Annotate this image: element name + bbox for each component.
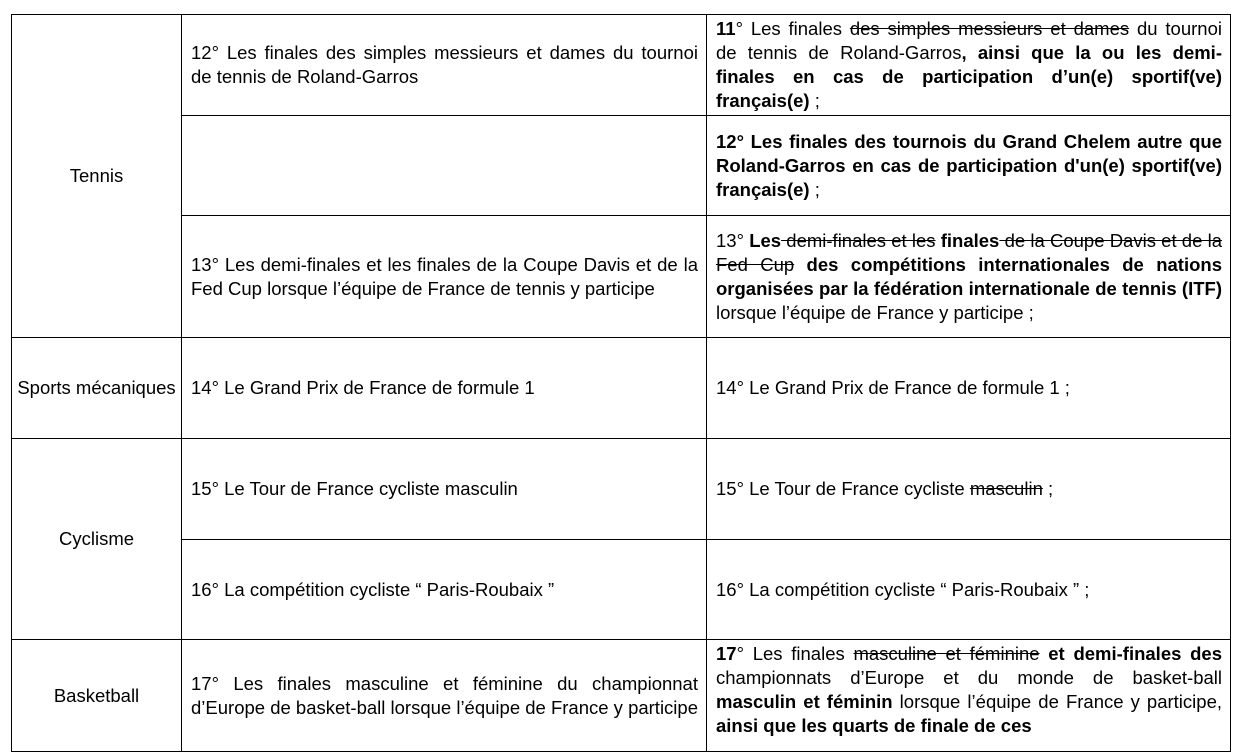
table-row <box>12 439 1231 540</box>
new-text-cell <box>707 116 1231 216</box>
legal-comparison-table <box>11 14 1231 752</box>
old-text-cell: 12° Les finales des simples messieurs et dames du tournoi de tennis de Roland-Garros <box>182 15 707 116</box>
added-text: finales <box>935 229 1000 251</box>
deleted-text: masculin <box>969 478 1043 499</box>
plain-text: 15° Le Tour de France cycliste <box>716 478 970 499</box>
added-text: des compétitions internationales de nations organisées par la fédération internationale de tennis (ITF) <box>716 253 1222 299</box>
old-text-cell: 13° Les demi-finales et les finales de la Coupe Davis et de la Fed Cup lorsque l’équipe de France de tennis y participe <box>182 216 707 338</box>
plain-text: ; <box>809 178 820 200</box>
plain-text: du tournoi de tennis de Roland-Garros <box>716 18 1222 63</box>
sport-cell-sports-mecaniques: Sports mécaniques <box>12 338 182 439</box>
plain-text: ° Les finales <box>735 18 850 39</box>
deleted-text: de la Coupe Davis et de la Fed Cup <box>716 229 1222 275</box>
old-text-cell: 16° La compétition cycliste “ Paris-Roubaix ” <box>182 540 707 640</box>
plain-text: ; <box>1042 478 1054 499</box>
deleted-text: demi-finales et les <box>781 229 936 251</box>
new-text-cell <box>707 216 1231 338</box>
sport-cell-tennis: Tennis <box>12 15 182 338</box>
table-row <box>12 15 1231 116</box>
old-text-cell-empty <box>182 116 707 216</box>
plain-text: ° Les finales <box>736 643 854 664</box>
plain-text: championnats d’Europe et du monde de basket-ball <box>716 667 1222 688</box>
added-text: ainsi que les quarts de finale de ces <box>716 715 1032 736</box>
added-text: Les <box>749 229 782 251</box>
table-row <box>12 540 1231 640</box>
sport-cell-cyclisme: Cyclisme <box>12 439 182 640</box>
table-row <box>12 116 1231 216</box>
new-text-cell <box>707 640 1231 752</box>
new-text-cell <box>707 338 1231 439</box>
table-row <box>12 640 1231 752</box>
article-number: 17 <box>716 643 737 664</box>
plain-text: 16° La compétition cycliste “ Paris-Roubaix ” ; <box>716 578 1090 600</box>
plain-text: ; <box>809 90 820 111</box>
article-number: 11 <box>716 18 736 39</box>
old-text-cell: 17° Les finales masculine et féminine du championnat d’Europe de basket-ball lorsque l’équipe de France y participe <box>182 640 707 752</box>
added-text: masculin et féminin <box>716 691 893 712</box>
table-row <box>12 216 1231 338</box>
added-text: , ainsi que la ou les demi-finales en cas de participation d’un(e) sportif(ve) français(e) <box>716 42 1222 111</box>
added-text: et demi-finales des <box>1039 643 1222 664</box>
plain-text: 14° Le Grand Prix de France de formule 1 ; <box>716 377 1070 398</box>
added-text: 12° Les finales des tournois du Grand Chelem autre que Roland-Garros en cas de participation d'un(e) sportif(ve) français(e) <box>716 130 1222 200</box>
old-text-cell: 15° Le Tour de France cycliste masculin <box>182 439 707 540</box>
new-text-cell <box>707 15 1231 116</box>
new-text-cell <box>707 540 1231 640</box>
sport-cell-basketball: Basketball <box>12 640 182 752</box>
plain-text: 13° <box>716 229 750 251</box>
deleted-text: masculine et féminine <box>853 643 1040 664</box>
deleted-text: des simples messieurs et dames <box>849 18 1130 39</box>
plain-text: lorsque l’équipe de France y participe, <box>892 691 1222 712</box>
new-text-cell <box>707 439 1231 540</box>
table-row <box>12 338 1231 439</box>
old-text-cell: 14° Le Grand Prix de France de formule 1 <box>182 338 707 439</box>
plain-text: lorsque l’équipe de France y participe ; <box>716 301 1034 323</box>
